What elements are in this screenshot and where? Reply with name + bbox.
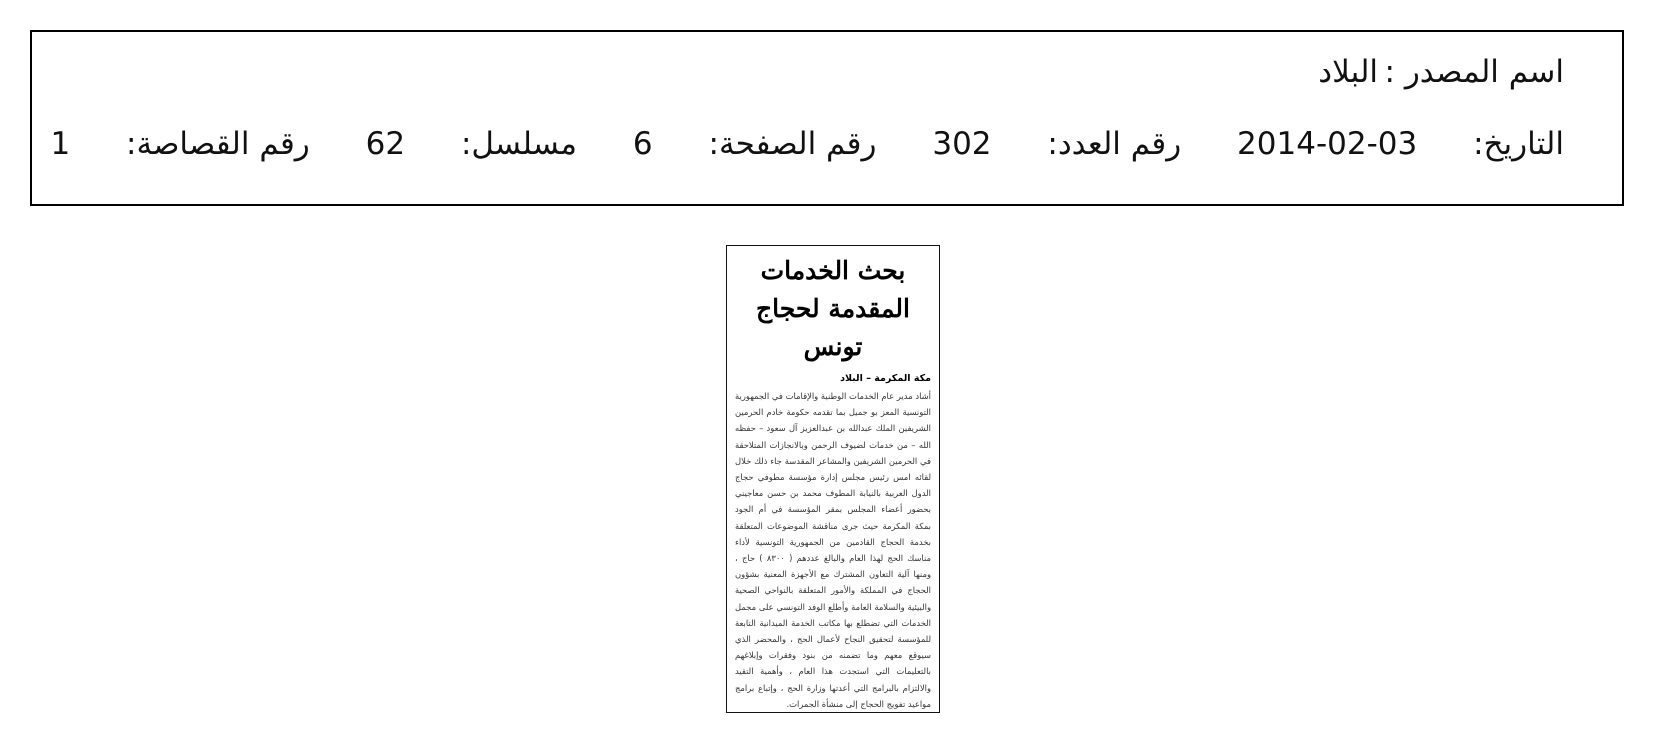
page-label: رقم الصفحة:	[708, 126, 877, 162]
clipping-metadata-box	[30, 30, 1624, 206]
clip-number-field	[50, 126, 309, 162]
headline-line-1: بحث الخدمات	[760, 256, 906, 285]
date-field	[1237, 126, 1564, 162]
source-value: البلاد	[1318, 54, 1378, 90]
issue-value: 302	[932, 126, 992, 162]
page-field	[633, 126, 877, 162]
clip-number-value: 1	[50, 126, 71, 162]
source-label: اسم المصدر :	[1384, 54, 1564, 90]
clip-number-label: رقم القصاصة:	[126, 126, 310, 162]
article-headline	[735, 252, 931, 366]
issue-field	[932, 126, 1181, 162]
newspaper-clipping	[726, 245, 940, 713]
source-row	[1318, 54, 1564, 90]
headline-line-2: المقدمة لحجاج تونس	[756, 294, 910, 361]
serial-label: مسلسل:	[460, 126, 578, 162]
article-dateline: مكة المكرمة – البلاد	[840, 373, 931, 384]
article-body: أشاد مدير عام الخدمات الوطنية والإقامات في الجمهورية التونسية المعز بو جميل بما تقدمه حكومة خادم الحرمين الشريفين الملك عبدالله بن عبدالعزيز آل سعود – حفظه الله – من خدمات لضيوف الرحمن وبالانجازات المتلاحقة في الحرمين الشريفين والمشاعر المقدسة جاء ذلك خلال لقائه امس رئيس مجلس إدارة مؤسسة مطوفي حجاج الدول العربية بالنيابة المطوف محمد بن حسن معاجيني بحضور أعضاء المجلس بمقر المؤسسة في أم الجود بمكة المكرمة حيث جرى مناقشة الموضوعات المتعلقة بخدمة الحجاج القادمين من الجمهورية التونسية لأداء مناسك الحج لهذا العام والبالغ عددهم ( ٨٣٠٠ ) حاج ، ومنها آلية التعاون المشترك مع الأجهزة المعنية بشؤون الحجاج في المملكة والأمور المتعلقة بالنواحي الصحية والبيئية والسلامة العامة وأطلع الوفد التونسي على مجمل الخدمات التي تضطلع بها مكاتب الخدمة الميدانية التابعة للمؤسسة لتحقيق النجاح لأعمال الحج ، والمحضر الذي سيوقع معهم وما تضمنه من بنود وفقرات وإبلاغهم بالتعليمات التي استجدت هذا العام ، وأهمية التقيد والالتزام بالبرامج التي أعدتها وزارة الحج ، وإتباع برامج مواعيد تفويج الحجاج إلى منشأة الجمرات.	[735, 391, 932, 709]
date-label: التاريخ:	[1473, 126, 1564, 162]
details-row	[50, 126, 1564, 162]
serial-field	[366, 126, 577, 162]
serial-value: 62	[365, 126, 406, 162]
issue-label: رقم العدد:	[1047, 126, 1182, 162]
page-value: 6	[632, 126, 653, 162]
date-value: 2014-02-03	[1237, 126, 1418, 162]
